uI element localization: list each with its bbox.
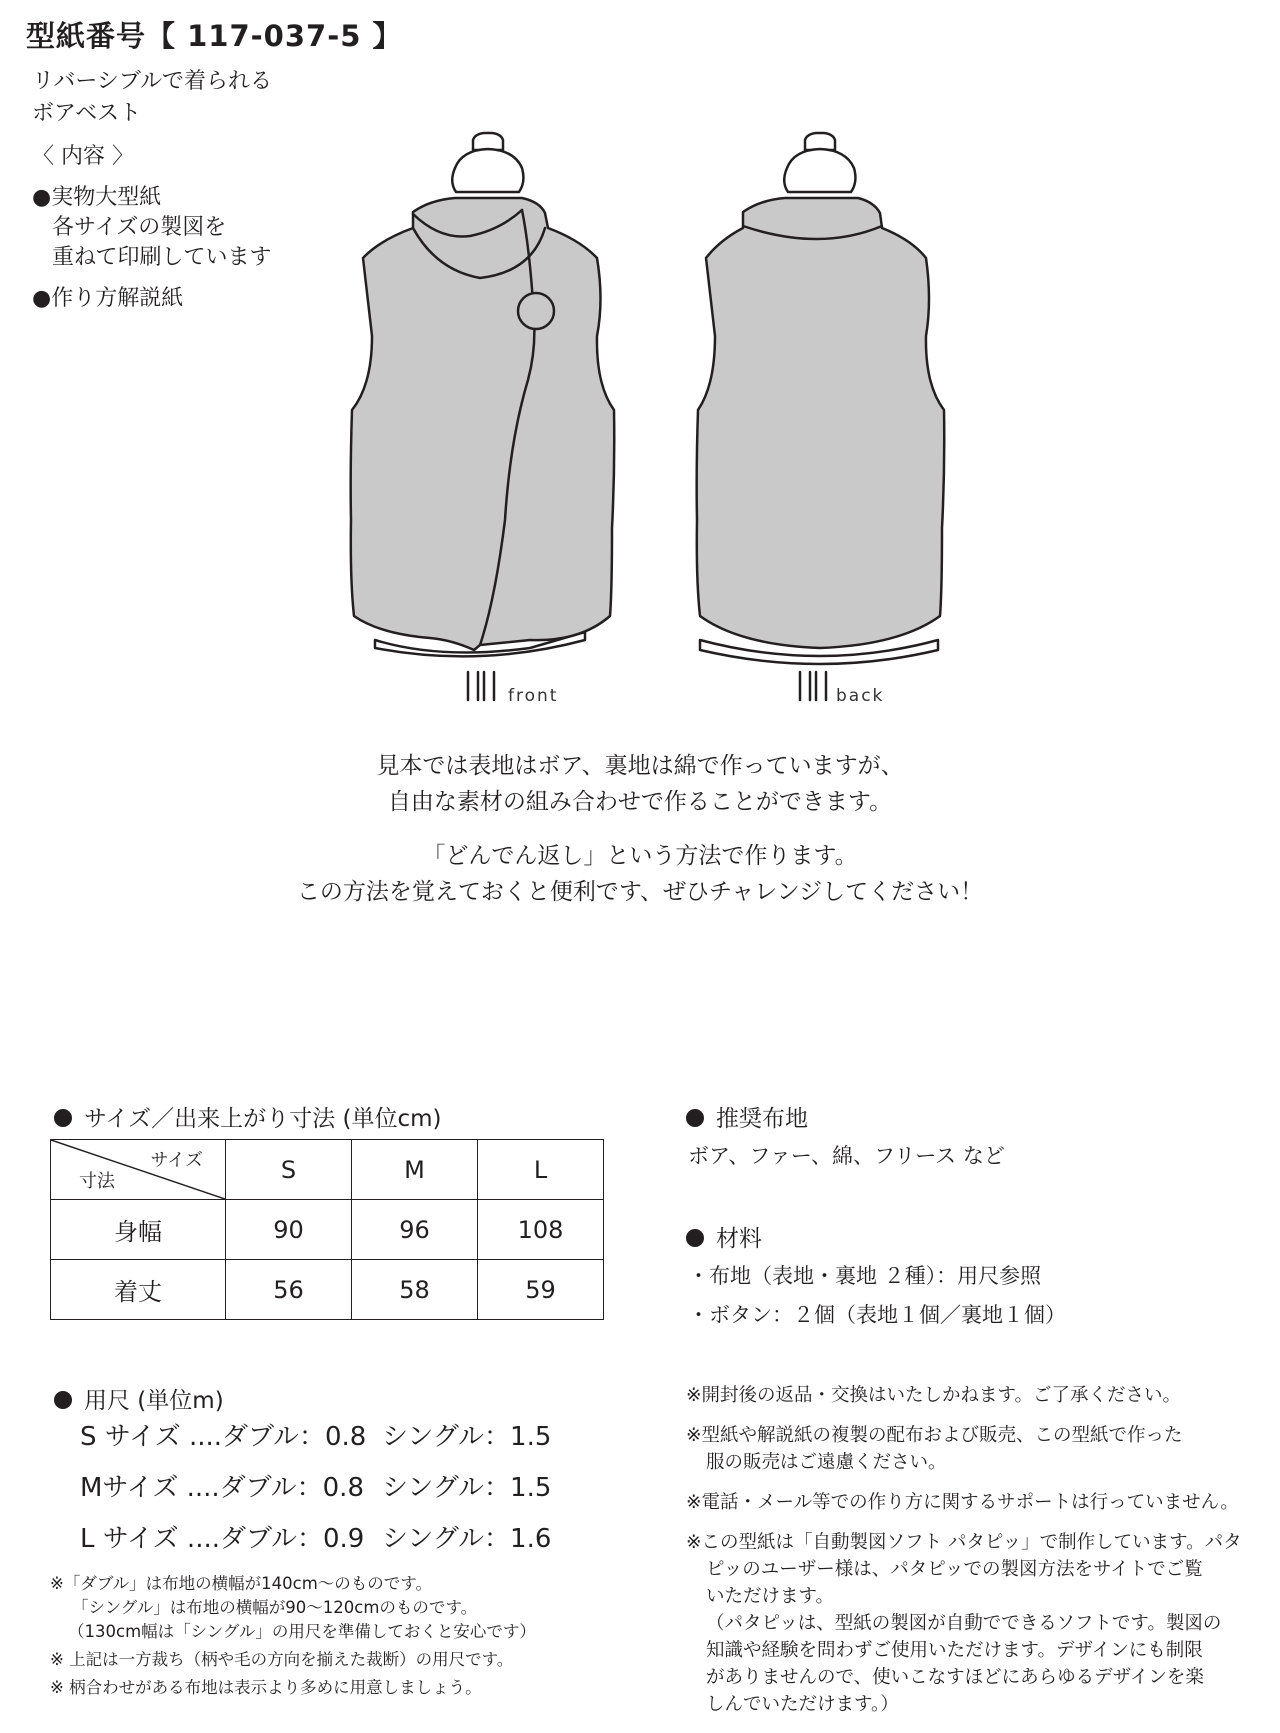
bullet-icon [54, 1391, 72, 1409]
back-view-label: back [836, 686, 885, 706]
yardage-note-single: 「シングル」は布地の横幅が90〜120cmのものです。 [72, 1598, 478, 1617]
bullet-icon [686, 1229, 704, 1247]
recommended-fabrics: ボア、ファー、綿、フリース など [688, 1144, 1005, 1168]
vest-illustration [0, 0, 1280, 720]
materials-item-buttons: ・ボタン：２個（表地１個／裏地１個） [688, 1303, 1066, 1327]
yardage-section-heading: 用尺 (単位m) [54, 1382, 224, 1415]
notice-copy-line-1: ※型紙や解説紙の複製の配布および販売、この型紙で作った [686, 1425, 1183, 1446]
corner-measure-label: 寸法 [79, 1171, 115, 1192]
notice-software-line-5: 知識や経験を問わずご使用いただけます。デザインにも制限 [706, 1640, 1203, 1661]
notice-software-line-3: いただけます。 [706, 1586, 835, 1607]
pattern-number-title: 型紙番号【 117-037-5 】 [26, 19, 403, 53]
notice-software-line-2: ピッのユーザー様は、パタピッでの製図方法をサイトでご覧 [706, 1559, 1203, 1580]
materials-section-heading: 材料 [686, 1220, 762, 1253]
vest-back-figure [697, 133, 945, 700]
notices [686, 1382, 1242, 1718]
notice-support: ※電話・メール等での作り方に関するサポートは行っていません。 [686, 1492, 1239, 1513]
contents-item-instructions: ●作り方解説紙 [32, 286, 184, 311]
bullet-icon [686, 1109, 704, 1127]
yardage-note-double: ※「ダブル」は布地の横幅が140cm〜のものです。 [50, 1574, 432, 1593]
fabric-section-heading: 推奨布地 [686, 1100, 808, 1133]
row-label: 着丈 [51, 1260, 226, 1320]
yardage-note-one-way: ※ 上記は一方裁ち（柄や毛の方向を揃えた裁断）の用尺です。 [50, 1650, 514, 1669]
table-row [51, 1260, 604, 1320]
size-section-heading: サイズ／出来上がり寸法 (単位cm) [54, 1100, 441, 1133]
corner-size-label: サイズ [150, 1150, 203, 1171]
description-line-2: 自由な素材の組み合わせで作ることができます。 [387, 789, 893, 815]
table-cell: 58 [352, 1260, 478, 1320]
bullet-icon [54, 1109, 72, 1127]
yardage-note-pattern-match: ※ 柄合わせがある布地は表示より多めに用意しましょう。 [50, 1678, 482, 1697]
table-row [51, 1200, 604, 1260]
description-line-3: 「どんでん返し」という方法で作ります。 [422, 843, 858, 869]
yardage-row-l: L サイズ ....ダブル：0.9 シングル：1.6 [80, 1524, 552, 1554]
vest-front-figure [351, 133, 615, 700]
yardage-row-s: S サイズ ....ダブル：0.8 シングル：1.5 [80, 1422, 552, 1452]
contents-item-pattern: ●実物大型紙 [32, 185, 162, 210]
description-line-1: 見本では表地はボア、裏地は綿で作っていますが、 [376, 753, 904, 779]
row-label: 身幅 [51, 1200, 226, 1260]
contents-item-pattern-desc-1: 各サイズの製図を [52, 215, 227, 240]
yardage-row-m: Mサイズ ....ダブル：0.8 シングル：1.5 [80, 1473, 552, 1503]
notice-returns: ※開封後の返品・交換はいたしかねます。ご了承ください。 [686, 1385, 1182, 1406]
contents-heading: 〈 内容 〉 [32, 144, 134, 169]
size-table [50, 1139, 604, 1320]
notice-software-line-1: ※この型紙は「自動製図ソフト パタピッ」で制作しています。パタ [686, 1532, 1242, 1553]
materials-item-fabric: ・布地（表地・裏地 ２種）：用尺参照 [688, 1264, 1042, 1288]
table-cell: 59 [478, 1260, 604, 1320]
notice-software-line-7: しんでいただけます。） [706, 1694, 899, 1715]
size-column-header: S [226, 1140, 352, 1200]
front-view-label: front [508, 686, 559, 706]
yardage-note-130cm: （130cm幅は「シングル」の用尺を準備しておくと安心です） [68, 1622, 536, 1641]
contents-item-pattern-desc-2: 重ねて印刷しています [52, 245, 272, 270]
table-cell: 96 [352, 1200, 478, 1260]
notice-software-line-6: がありませんので、使いこなすほどにあらゆるデザインを楽 [706, 1667, 1204, 1688]
size-column-header: M [352, 1140, 478, 1200]
size-table-corner [51, 1140, 226, 1200]
size-table-header-row [51, 1140, 604, 1200]
size-column-header: L [478, 1140, 604, 1200]
description-line-4: この方法を覚えておくと便利です、ぜひチャレンジしてください！ [296, 879, 984, 905]
notice-software-line-4: （パタピッは、型紙の製図が自動でできるソフトです。製図の [706, 1613, 1222, 1634]
table-cell: 56 [226, 1260, 352, 1320]
table-cell: 90 [226, 1200, 352, 1260]
notice-copy-line-2: 服の販売はご遠慮ください。 [706, 1452, 947, 1473]
table-cell: 108 [478, 1200, 604, 1260]
subtitle-line-1: リバーシブルで着られる [32, 69, 273, 94]
subtitle-line-2: ボアベスト [32, 101, 142, 126]
